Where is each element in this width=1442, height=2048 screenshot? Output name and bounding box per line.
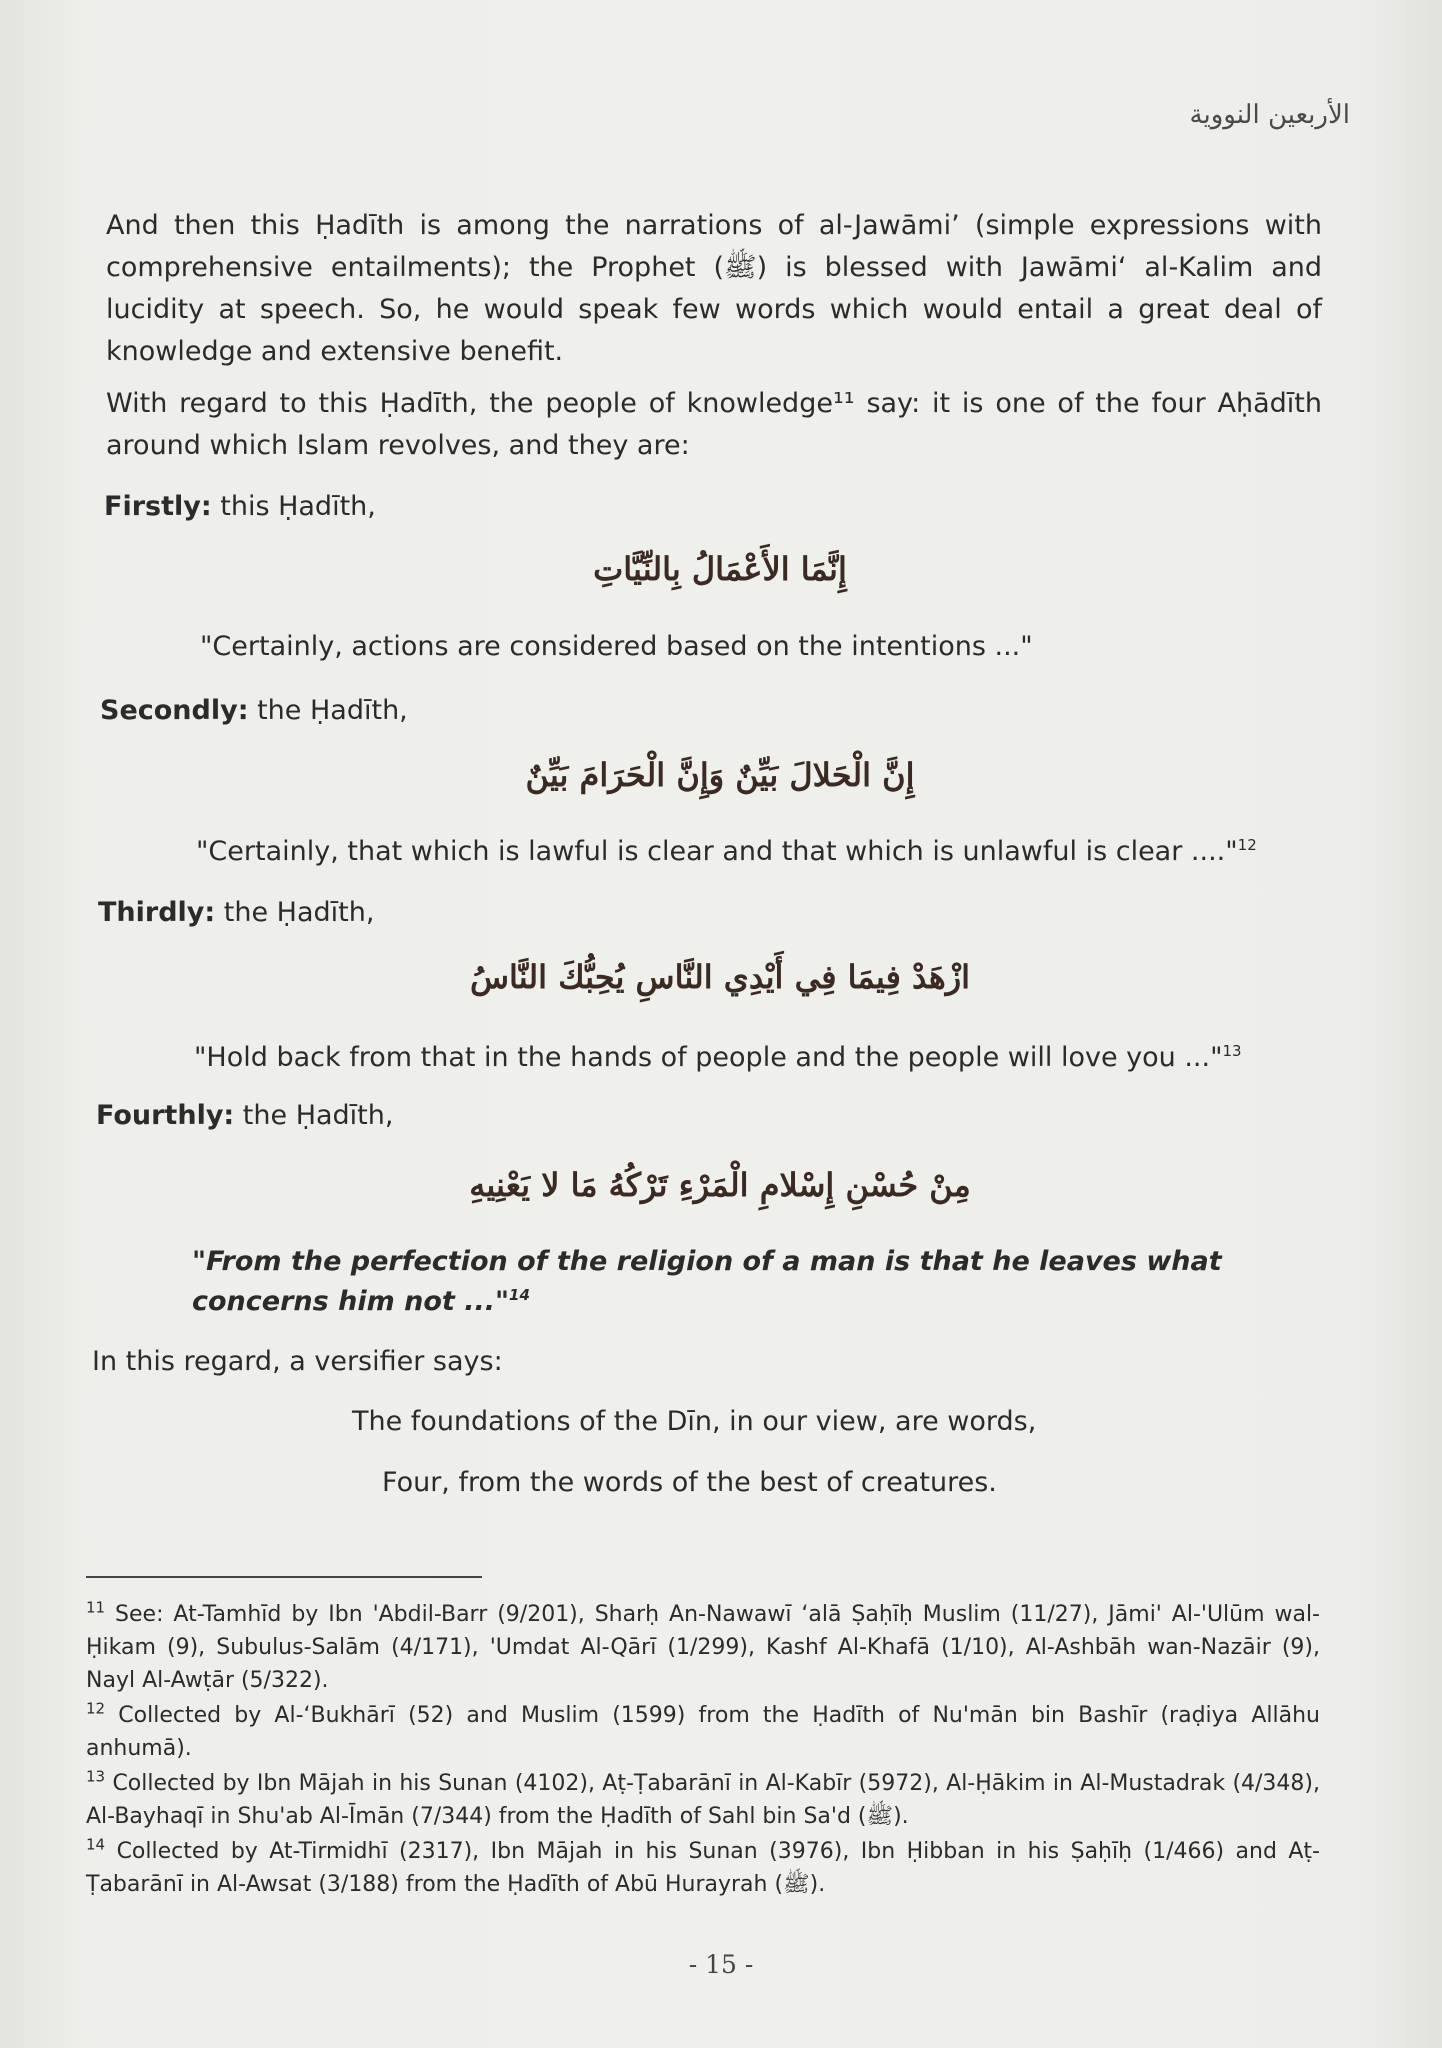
- hadith-2-arabic: إِنَّ الْحَلالَ بَيِّنٌ وَإِنَّ الْحَرَامَ بَيِّنٌ: [525, 756, 915, 794]
- hadith-4-translation: "From the perfection of the religion of a man is that he leaves what concerns him not ..."$^{14}$: [192, 1246, 1222, 1317]
- verse-line-1: The foundations of the Dīn, in our view, are words,: [352, 1406, 1037, 1437]
- running-header: الأربعين النووية: [1189, 100, 1350, 130]
- page-number: - 15 -: [688, 1950, 754, 1979]
- hadith-2-lead: Secondly: the Ḥadīth,: [100, 695, 408, 726]
- hadith-4-arabic: مِنْ حُسْنِ إِسْلامِ الْمَرْءِ تَرْكُهُ مَا لا يَعْنِيهِ: [469, 1166, 971, 1204]
- footnote-divider: [86, 1576, 482, 1578]
- paragraph-four-ahadith: With regard to this Ḥadīth, the people of knowledge¹¹ say: it is one of the four Aḥādīth around which Islam revolves, and they are:: [106, 388, 1322, 461]
- hadith-4-lead: Fourthly: the Ḥadīth,: [96, 1100, 394, 1131]
- footnote-14: $^{14}$ Collected by At-Tirmidhī (2317), Ibn Mājah in his Sunan (3976), Ibn Ḥibban in his Ṣaḥīḥ (1/466) and Aṭ-Ṭabarānī in Al-Awsat (3/188) from the Ḥadīth of Abū Hurayrah (ﷺ).: [86, 1835, 1320, 1897]
- hadith-2-translation: "Certainly, that which is lawful is clear and that which is unlawful is clear ...."$^{12}$: [196, 836, 1257, 867]
- paragraph-jawami: And then this Ḥadīth is among the narrations of al-Jawāmi’ (simple expressions with comprehensive entailments); the Prophet (ﷺ) is blessed with Jawāmi‘ al-Kalim and lucidity at speech. So, he would speak few words which would entail a great deal of knowledge and extensive benefit.: [106, 210, 1323, 367]
- versifier-intro: In this regard, a versifier says:: [92, 1346, 503, 1377]
- footnote-12: $^{12}$ Collected by Al-‘Bukhārī (52) and Muslim (1599) from the Ḥadīth of Nu'mān bin Bashīr (raḍiya Allāhu anhumā).: [86, 1699, 1320, 1761]
- footnote-11: $^{11}$ See: At-Tamhīd by Ibn 'Abdil-Barr (9/201), Sharḥ An-Nawawī ‘alā Ṣaḥīḥ Muslim (11/27), Jāmi' Al-'Ulūm wal-Ḥikam (9), Subulus-Salām (4/171), 'Umdat Al-Qārī (1/299), Kashf Al-Khafā (1/10), Al-Ashbāh wan-Nazāir (9), Nayl Al-Awṭār (5/322).: [86, 1598, 1320, 1693]
- hadith-3-lead: Thirdly: the Ḥadīth,: [98, 897, 375, 928]
- hadith-3-arabic: ازْهَدْ فِيمَا فِي أَيْدِي النَّاسِ يُحِبُّكَ النَّاسُ: [469, 958, 971, 996]
- footnote-13: $^{13}$ Collected by Ibn Mājah in his Sunan (4102), Aṭ-Ṭabarānī in Al-Kabīr (5972), Al-Ḥākim in Al-Mustadrak (4/348), Al-Bayhaqī in Shu'ab Al-Īmān (7/344) from the Ḥadīth of Sahl bin Sa'd (ﷺ).: [86, 1767, 1321, 1829]
- hadith-3-translation: "Hold back from that in the hands of people and the people will love you ..."$^{13}$: [194, 1042, 1242, 1073]
- hadith-1-lead: Firstly: this Ḥadīth,: [104, 491, 376, 522]
- footnotes: [86, 1598, 1320, 1903]
- verse-line-2: Four, from the words of the best of creatures.: [382, 1467, 997, 1498]
- hadith-1-arabic: إِنَّمَا الأَعْمَالُ بِالنِّيَّاتِ: [593, 550, 847, 588]
- hadith-1-translation: "Certainly, actions are considered based on the intentions ...": [200, 631, 1033, 662]
